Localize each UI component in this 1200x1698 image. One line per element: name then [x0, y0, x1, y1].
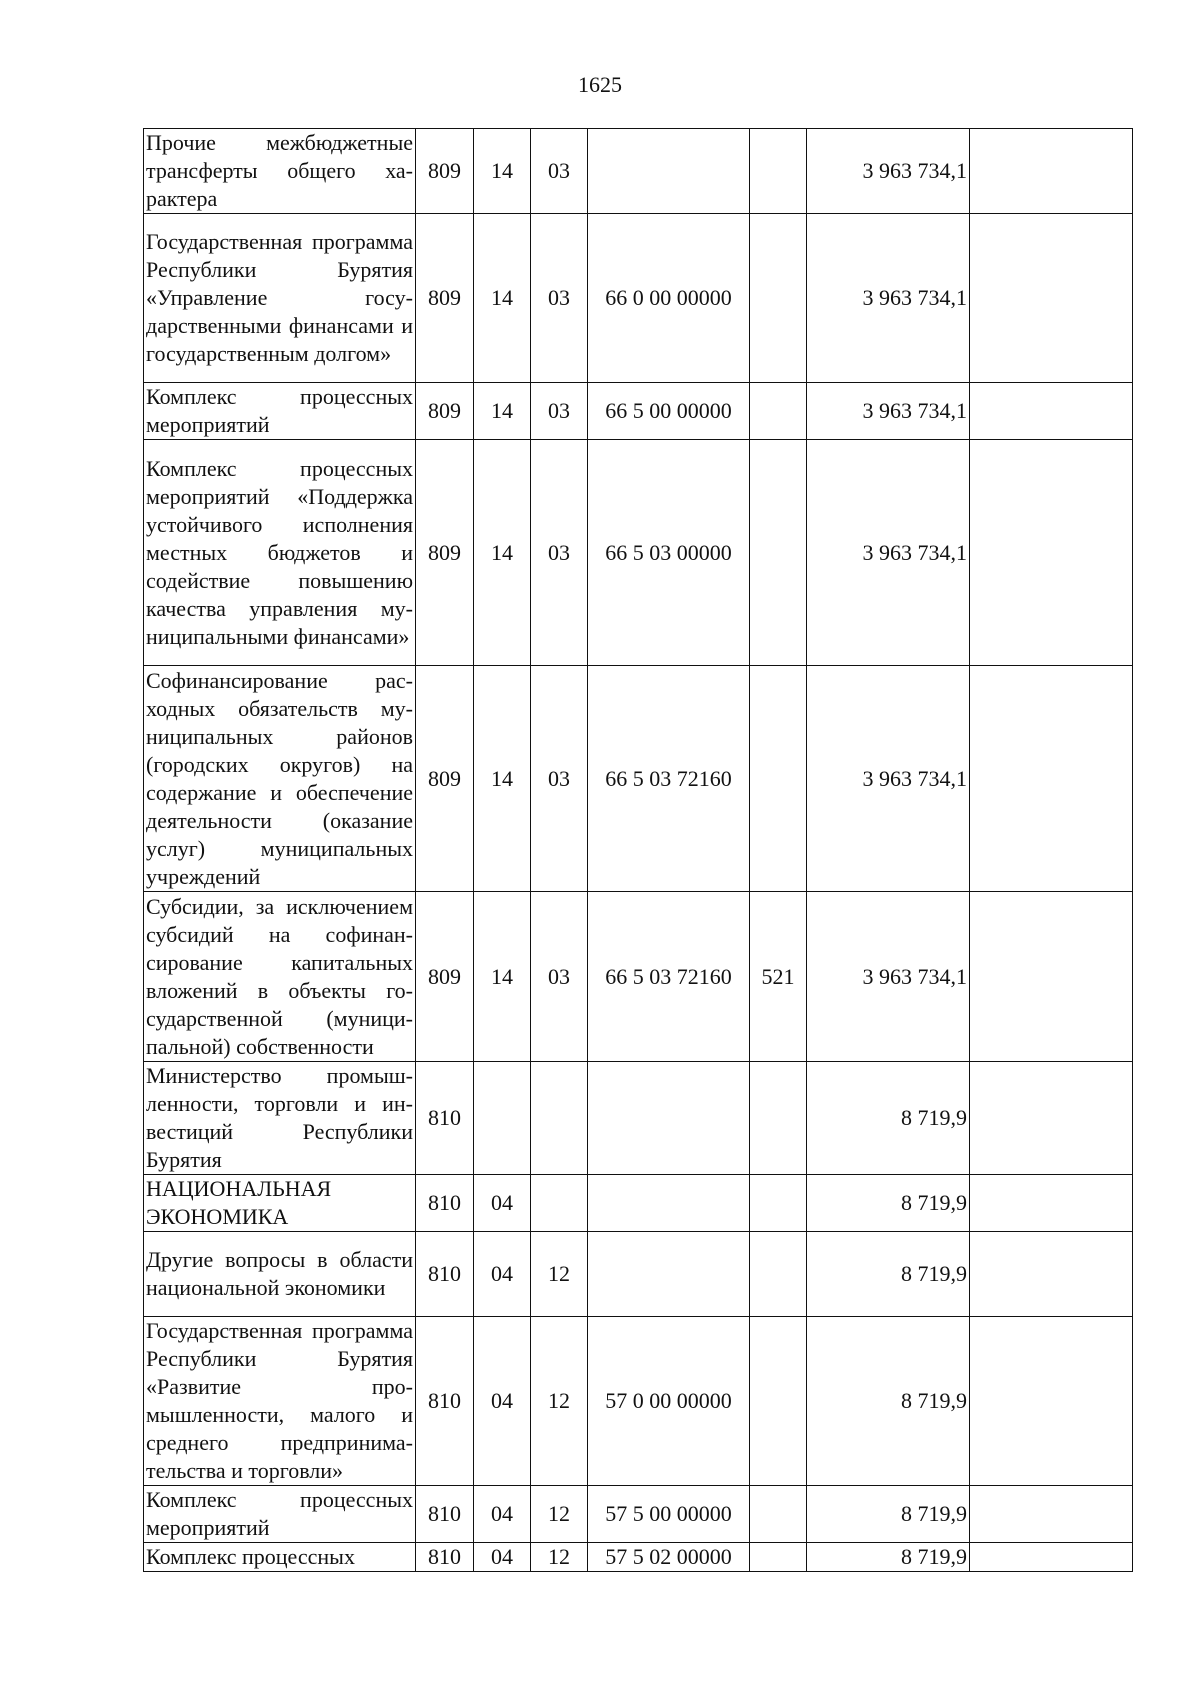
row-name: Другие вопросы в области национальной экономики: [144, 1232, 416, 1317]
expense-type-code: [750, 1175, 807, 1232]
expense-type-code: [750, 129, 807, 214]
expense-type-code: [750, 1317, 807, 1486]
amount-cell: 3 963 734,1: [807, 440, 970, 666]
extra-cell: [970, 666, 1133, 892]
row-name: Комплекс процессных мероприятий: [144, 383, 416, 440]
section-code: 14: [474, 440, 531, 666]
extra-cell: [970, 1175, 1133, 1232]
extra-cell: [970, 1232, 1133, 1317]
amount-cell: 8 719,9: [807, 1486, 970, 1543]
row-name: Министерство промышленности, торговли и инвестиций Республики Бурятия: [144, 1062, 416, 1175]
target-article-code: 66 5 03 72160: [588, 666, 750, 892]
subsection-code: 03: [531, 440, 588, 666]
target-article-code: 66 5 00 00000: [588, 383, 750, 440]
section-code: 04: [474, 1317, 531, 1486]
target-article-code: [588, 129, 750, 214]
ministry-code: 809: [416, 666, 474, 892]
subsection-code: 03: [531, 214, 588, 383]
ministry-code: 810: [416, 1232, 474, 1317]
ministry-code: 809: [416, 383, 474, 440]
amount-cell: 8 719,9: [807, 1232, 970, 1317]
section-code: 14: [474, 129, 531, 214]
target-article-code: 57 0 00 00000: [588, 1317, 750, 1486]
table-row: [144, 1486, 1133, 1543]
table-row: [144, 666, 1133, 892]
section-code: 14: [474, 383, 531, 440]
table-row: [144, 383, 1133, 440]
expense-type-code: [750, 440, 807, 666]
section-code: 14: [474, 666, 531, 892]
section-code: 04: [474, 1543, 531, 1572]
extra-cell: [970, 383, 1133, 440]
subsection-code: 12: [531, 1317, 588, 1486]
extra-cell: [970, 1062, 1133, 1175]
extra-cell: [970, 1317, 1133, 1486]
ministry-code: 810: [416, 1062, 474, 1175]
row-name: НАЦИОНАЛЬНАЯ ЭКОНОМИКА: [144, 1175, 416, 1232]
amount-cell: 3 963 734,1: [807, 666, 970, 892]
target-article-code: 66 5 03 72160: [588, 892, 750, 1062]
table-row: [144, 1543, 1133, 1572]
ministry-code: 810: [416, 1543, 474, 1572]
expense-type-code: [750, 214, 807, 383]
ministry-code: 809: [416, 214, 474, 383]
amount-cell: 8 719,9: [807, 1317, 970, 1486]
subsection-code: 12: [531, 1486, 588, 1543]
section-code: 14: [474, 892, 531, 1062]
table-row: [144, 1062, 1133, 1175]
expense-type-code: [750, 383, 807, 440]
extra-cell: [970, 440, 1133, 666]
expense-type-code: [750, 1232, 807, 1317]
row-name: Комплекс процессных: [144, 1543, 416, 1572]
table-row: [144, 1175, 1133, 1232]
row-name: Государственная программа Республики Бурятия «Развитие промышленности, малого и среднего предпринимательства и торговли»: [144, 1317, 416, 1486]
subsection-code: 03: [531, 129, 588, 214]
amount-cell: 3 963 734,1: [807, 892, 970, 1062]
amount-cell: 8 719,9: [807, 1062, 970, 1175]
target-article-code: 57 5 00 00000: [588, 1486, 750, 1543]
ministry-code: 809: [416, 440, 474, 666]
row-name: Прочие межбюджетные трансферты общего характера: [144, 129, 416, 214]
subsection-code: 12: [531, 1543, 588, 1572]
expense-type-code: [750, 1062, 807, 1175]
subsection-code: 03: [531, 666, 588, 892]
section-code: 04: [474, 1232, 531, 1317]
expense-type-code: 521: [750, 892, 807, 1062]
target-article-code: [588, 1175, 750, 1232]
subsection-code: 03: [531, 892, 588, 1062]
subsection-code: 12: [531, 1232, 588, 1317]
row-name: Комплекс процессных мероприятий: [144, 1486, 416, 1543]
extra-cell: [970, 1486, 1133, 1543]
amount-cell: 3 963 734,1: [807, 383, 970, 440]
extra-cell: [970, 129, 1133, 214]
table-row: [144, 1317, 1133, 1486]
section-code: 04: [474, 1486, 531, 1543]
page-number: 1625: [578, 72, 622, 97]
section-code: 04: [474, 1175, 531, 1232]
section-code: [474, 1062, 531, 1175]
target-article-code: [588, 1062, 750, 1175]
row-name: Государственная программа Республики Бурятия «Управление государственными финансами и государственным долгом»: [144, 214, 416, 383]
subsection-code: [531, 1062, 588, 1175]
extra-cell: [970, 214, 1133, 383]
target-article-code: 66 5 03 00000: [588, 440, 750, 666]
table-row: [144, 1232, 1133, 1317]
target-article-code: 66 0 00 00000: [588, 214, 750, 383]
expense-type-code: [750, 666, 807, 892]
ministry-code: 810: [416, 1175, 474, 1232]
extra-cell: [970, 1543, 1133, 1572]
table-row: [144, 214, 1133, 383]
target-article-code: 57 5 02 00000: [588, 1543, 750, 1572]
expense-type-code: [750, 1486, 807, 1543]
amount-cell: 8 719,9: [807, 1175, 970, 1232]
row-name: Софинансирование расходных обязательств муниципальных районов (городских округов) на содержание и обеспечение деятельности (оказание услуг) муниципальных учреждений: [144, 666, 416, 892]
ministry-code: 809: [416, 129, 474, 214]
ministry-code: 810: [416, 1317, 474, 1486]
row-name: Комплекс процессных мероприятий «Поддержка устойчивого исполнения местных бюджетов и содействие повышению качества управления муниципальными финансами»: [144, 440, 416, 666]
table-row: [144, 129, 1133, 214]
budget-table: [143, 128, 1133, 1572]
extra-cell: [970, 892, 1133, 1062]
expense-type-code: [750, 1543, 807, 1572]
table-row: [144, 892, 1133, 1062]
table-row: [144, 440, 1133, 666]
amount-cell: 3 963 734,1: [807, 214, 970, 383]
subsection-code: 03: [531, 383, 588, 440]
ministry-code: 810: [416, 1486, 474, 1543]
subsection-code: [531, 1175, 588, 1232]
amount-cell: 3 963 734,1: [807, 129, 970, 214]
ministry-code: 809: [416, 892, 474, 1062]
section-code: 14: [474, 214, 531, 383]
row-name: Субсидии, за исключением субсидий на софинансирование капитальных вложений в объекты государственной (муниципальной) собственности: [144, 892, 416, 1062]
amount-cell: 8 719,9: [807, 1543, 970, 1572]
target-article-code: [588, 1232, 750, 1317]
